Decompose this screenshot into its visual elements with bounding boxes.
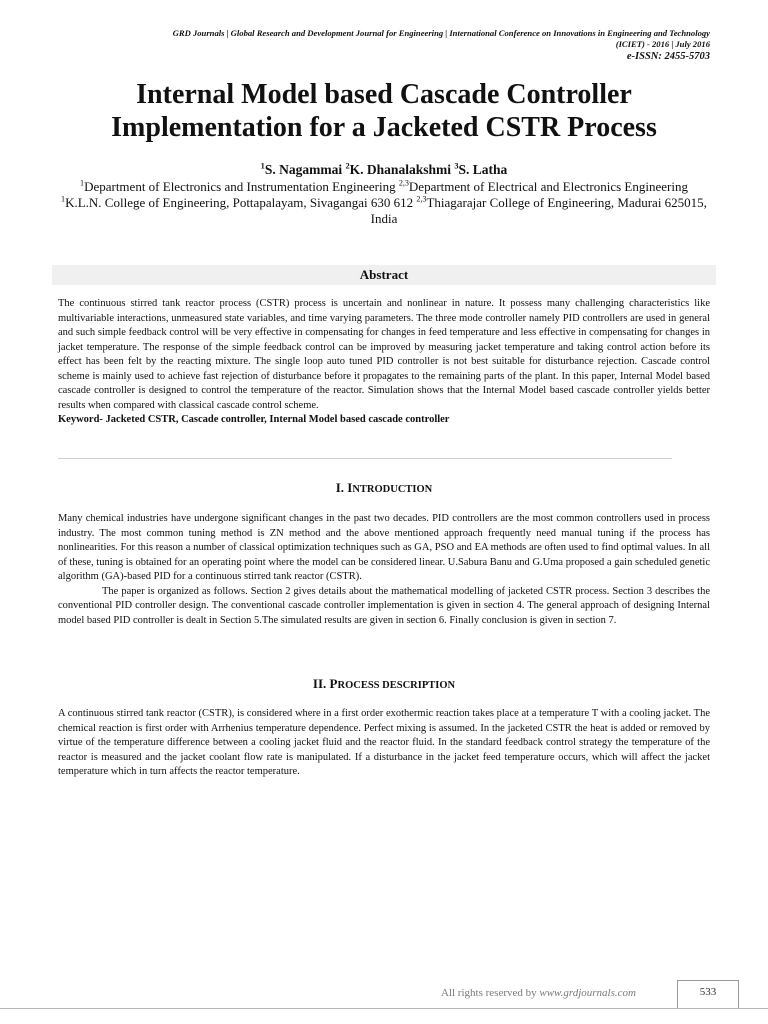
keywords: Keyword- Jacketed CSTR, Cascade controller, Internal Model based cascade controller bbox=[58, 414, 450, 425]
journal-header-line1: GRD Journals | Global Research and Development Journal for Engineering | International Conference on Innovations in Engineering and Technology bbox=[172, 28, 710, 38]
authors bbox=[40, 162, 728, 178]
issn: e-ISSN: 2455-5703 bbox=[626, 51, 710, 62]
col1-sup: 1 bbox=[61, 194, 66, 204]
section1-rest: NTRODUCTION bbox=[352, 484, 433, 495]
section1-body bbox=[58, 512, 710, 628]
footer-rights bbox=[441, 987, 636, 999]
section1-paragraph1: Many chemical industries have undergone significant changes in the past two decades. PID controllers are the most common controllers used in process industry. The most common tuning method is ZN method and the above mentioned approach frequently need manual tuning if the process has nonlinearities. For this reason a number of classical optimization techniques such as GA, PSO and EA methods are often used to find optimal values. In all of these, tuning is obtained for an operating point where the model can be considered linear. U.Sabura Banu and G.Uma proposed a gain scheduled genetic algorithm (GA)-based PID for a continuous stirred tank reactor (CSTR). bbox=[58, 513, 710, 582]
page-number: 533 bbox=[677, 980, 739, 1008]
paper-title bbox=[40, 78, 728, 144]
footer-website-link[interactable]: www.grdjournals.com bbox=[539, 987, 636, 999]
section2-number: II. bbox=[312, 676, 330, 691]
col23: Thiagarajar College of Engineering, Madurai 625015, India bbox=[370, 195, 707, 226]
title-line2: Implementation for a Jacketed CSTR Process bbox=[111, 112, 657, 143]
dept1: Department of Electronics and Instrumentation Engineering bbox=[84, 179, 399, 194]
section1-paragraph2: The paper is organized as follows. Section 2 gives details about the mathematical modelling of jacketed CSTR process. Section 3 describes the conventional PID controller design. The conventional cascade controller implementation is given in section 4. The general approach of designing Internal model based PID controller is dealt in Section 5.The simulated results are given in section 6. Finally conclusion is given in section 7. bbox=[58, 585, 710, 626]
dept1-sup: 1 bbox=[80, 178, 85, 188]
journal-header-line2: (ICIET) - 2016 | July 2016 bbox=[615, 39, 710, 49]
affiliation-colleges bbox=[60, 195, 708, 227]
section1-number: I. bbox=[335, 480, 348, 495]
affiliation-departments bbox=[60, 179, 708, 195]
title-line1: Internal Model based Cascade Controller bbox=[136, 79, 632, 110]
author3-sup: 3 bbox=[454, 161, 459, 171]
journal-header bbox=[50, 28, 710, 64]
affiliations bbox=[60, 179, 708, 227]
section2-cap: P bbox=[329, 676, 338, 691]
footer-rights-text: All rights reserved by bbox=[441, 987, 540, 999]
author2-sup: 2 bbox=[345, 161, 350, 171]
col23-sup: 2,3 bbox=[416, 194, 427, 204]
section1-cap: I bbox=[347, 480, 353, 495]
abstract-body bbox=[58, 297, 710, 428]
abstract-text: The continuous stirred tank reactor process (CSTR) process is uncertain and nonlinear in nature. It possess many challenging characteristics like multivariable interactions, unmeasured state variables, and time varying parameters. The three mode controller namely PID controllers are used in general and such simple feedback control will be very effective in compensating for changes in feed temperature and less effective in compensating for changes in jacket temperature. The response of the simple feedback control can be improved by measuring jacket temperature and taking control action before its effect has been felt by the reacting mixture. The single loop auto tuned PID controller is not best suitable for disturbance rejection. Cascade control scheme is mainly used to achieve fast rejection of disturbance before it propagates to the remaining parts of the plant. In this paper, Internal Model based cascade controller is designed to control the temperature of the reactor. Simulation shows that the Internal Model based cascade controller yields better results when compared with classical cascade control scheme. bbox=[58, 298, 710, 411]
author2: K. Dhanalakshmi bbox=[349, 162, 455, 177]
author1-sup: 1 bbox=[260, 161, 265, 171]
footer-divider bbox=[0, 1008, 768, 1009]
col1: K.L.N. College of Engineering, Pottapalayam, Sivagangai 630 612 bbox=[65, 195, 417, 210]
abstract-heading-bar bbox=[52, 265, 716, 285]
dept23: Department of Electrical and Electronics Engineering bbox=[408, 179, 688, 194]
abstract-divider bbox=[58, 458, 672, 459]
section2-heading bbox=[58, 676, 710, 692]
section1-heading bbox=[58, 480, 710, 496]
section2-paragraph1: A continuous stirred tank reactor (CSTR), is considered where in a first order exothermic reaction takes place at a temperature T with a cooling jacket. The chemical reaction is first order with Arrhenius temperature dependence. Perfect mixing is assumed. In the jacketed CSTR the heat is added or removed by virtue of the temperature difference between a cooling jacket fluid and the reactor fluid. In the standard feedback control strategy the temperature of the reactor is measured and the jacket coolant flow rate is manipulated. If a disturbance in the jacket feed temperature occurs, which will affect the jacket temperature which in turn affects the reactor temperature. bbox=[58, 708, 710, 777]
section2-body bbox=[58, 707, 710, 780]
author3: S. Latha bbox=[458, 162, 508, 177]
dept23-sup: 2,3 bbox=[398, 178, 409, 188]
author1: S. Nagammai bbox=[264, 162, 346, 177]
section2-rest: ROCESS DESCRIPTION bbox=[337, 680, 456, 691]
abstract-heading: Abstract bbox=[359, 267, 409, 282]
